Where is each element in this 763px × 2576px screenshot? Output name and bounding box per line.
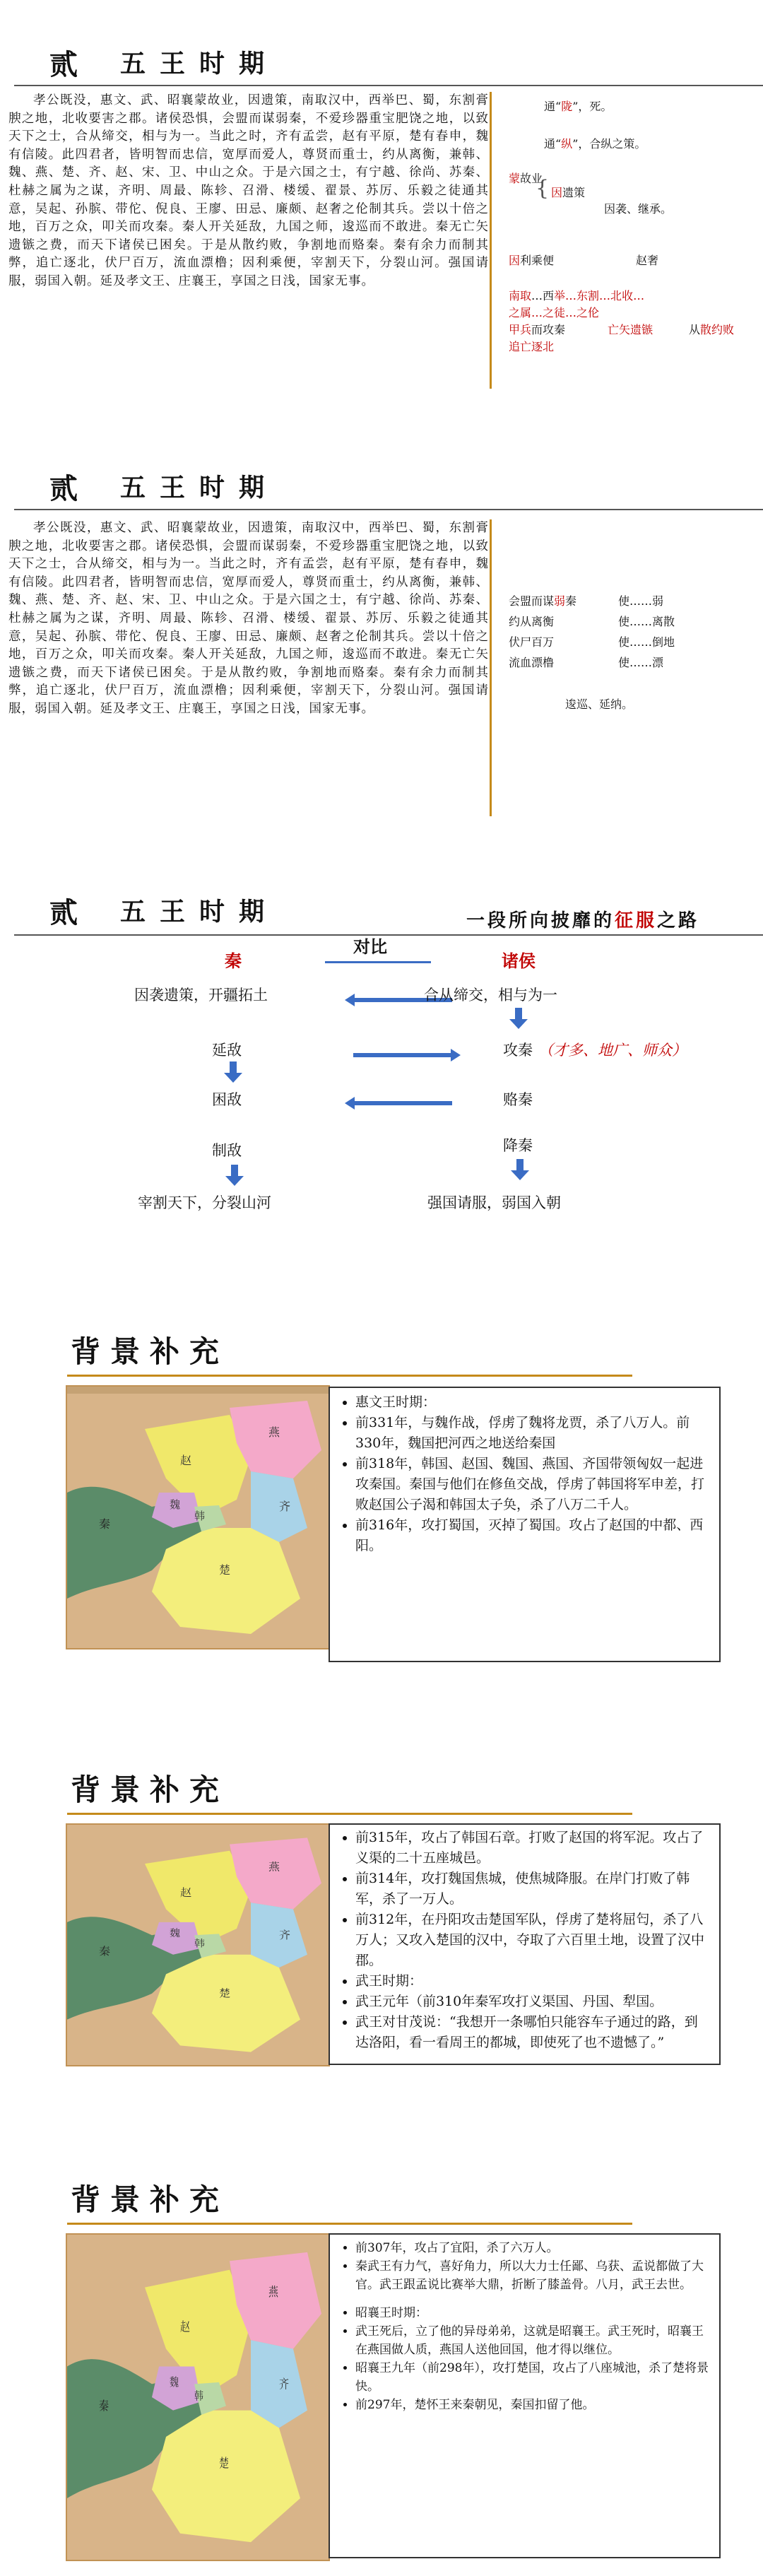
qin-result: 宰割天下，分裂山河 <box>138 1194 271 1211</box>
section-number: 贰 <box>49 896 83 929</box>
note-text: …西 <box>531 289 555 302</box>
note-text: 故业 <box>520 172 543 185</box>
passage-text: 孝公既没，惠文、武、昭襄蒙故业，因遗策，南取汉中，西举巴、蜀，东割膏腴之地，北收要害之郡。诸侯恐惧，会盟而谋弱秦，不爱珍器重宝肥饶之地，以致天下之士，合从缔交，相与为一。当此之时，齐有孟尝，赵有平原，楚有春申，魏有信陵。此四君者，皆明智而忠信，宽厚而爱人，尊贤而重士，约从离衡，兼韩、魏、燕、楚、齐、赵、宋、卫、中山之众。于是六国之士，有宁越、徐尚、苏秦、杜赫之属为之谋，齐明、周最、陈轸、召滑、楼缓、翟景、苏厉、乐毅之徒通其意，吴起、孙膑、带佗、倪良、王廖、田忌、廉颇、赵奢之伦制其兵。尝以十倍之地，百万之众，叩关而攻秦。秦人开关延敌，九国之师，逡巡而不敢进。秦无亡矢遗镞之费，而天下诸侯已困矣。于是从散约败，争割地而赂秦。秦有余力而制其弊，追亡逐北，伏尸百万，流血漂橹；因利乘便，宰割天下，分裂山河。强国请服，弱国入朝。延及孝文王、庄襄王，享国之日浅，国家无事。 <box>8 93 489 288</box>
slide-3 <box>0 876 763 1244</box>
note-text: 使……离散 <box>618 615 675 628</box>
note-text: 通“ <box>544 100 562 113</box>
map-label-han: 韩 <box>194 1510 206 1522</box>
note-keyword: 弱 <box>554 594 566 608</box>
map-label-qin: 秦 <box>99 1945 111 1958</box>
passage-divider <box>490 519 492 816</box>
background-title: 背景补充 <box>71 1334 230 1369</box>
section-title: 五王时期 <box>120 49 279 78</box>
arrow-down-icon <box>516 1159 524 1172</box>
note-text: 通“ <box>544 137 562 151</box>
qin-step-1: 因袭遗策，开疆拓土 <box>134 987 268 1004</box>
note-text: 而攻秦 <box>531 323 566 336</box>
list-item: • 前312年，在丹阳攻击楚国军队，俘虏了楚将屈匄，杀了八万人；又攻入楚国的汉中，夺取了六百里土地，设置了汉中郡。 <box>355 1910 709 1971</box>
note-keyword: 散约败 <box>700 323 735 336</box>
list-item: • 武王死后，立了他的异母弟弟，这就是昭襄王。武王死时，昭襄王在燕国做人质，燕国人送他回国，他才得以继位。 <box>355 2322 709 2359</box>
arrow-down-icon <box>231 1165 238 1177</box>
qin-heading: 秦 <box>225 951 242 971</box>
background-slide-2 <box>0 1760 763 2092</box>
list-item: • 昭襄王时期： <box>355 2304 709 2322</box>
map-label-yan: 燕 <box>268 1425 280 1439</box>
note-text: 逡巡、延纳。 <box>565 698 634 711</box>
qin-step-4: 制敌 <box>212 1142 242 1159</box>
brace-icon: { <box>536 176 550 201</box>
passage-text: 孝公既没，惠文、武、昭襄蒙故业，因遗策，南取汉中，西举巴、蜀，东割膏腴之地，北收要害之郡。诸侯恐惧，会盟而谋弱秦，不爱珍器重宝肥饶之地，以致天下之士，合从缔交，相与为一。当此之时，齐有孟尝，赵有平原，楚有春申，魏有信陵。此四君者，皆明智而忠信，宽厚而爱人，尊贤而重士，约从离衡，兼韩、魏、燕、楚、齐、赵、宋、卫、中山之众。于是六国之士，有宁越、徐尚、苏秦、杜赫之属为之谋，齐明、周最、陈轸、召滑、楼缓、翟景、苏厉、乐毅之徒通其意，吴起、孙膑、带佗、倪良、王廖、田忌、廉颇、赵奢之伦制其兵。尝以十倍之地，百万之众，叩关而攻秦。秦人开关延敌，九国之师，逡巡而不敢进。秦无亡矢遗镞之费，而天下诸侯已困矣。于是从散约败，争割地而赂秦。秦有余力而制其弊，追亡逐北，伏尸百万，流血漂橹；因利乘便，宰割天下，分裂山河。强国请服，弱国入朝。延及孝文王、庄襄王，享国之日浅，国家无事。 <box>8 521 489 716</box>
map-label-qin: 秦 <box>99 1517 111 1531</box>
warring-states-map <box>66 1385 330 1649</box>
annotation-notes <box>509 28 763 424</box>
map-label-chu: 楚 <box>219 1987 231 2000</box>
map-label-han: 韩 <box>194 2389 204 2404</box>
list-spacer <box>355 2294 709 2304</box>
note-text: ”，死。 <box>572 100 613 113</box>
list-item: • 前314年，攻打魏国焦城，使焦城降服。在岸门打败了韩军，杀了一万人。 <box>355 1869 709 1910</box>
map-label-qi: 齐 <box>279 1500 291 1513</box>
arrow-down-icon <box>230 1061 237 1074</box>
section-number: 贰 <box>49 48 83 81</box>
note-keyword: 因 <box>509 254 521 267</box>
states-step-1: 合从缔交，相与为一 <box>424 987 557 1004</box>
qin-step-3: 困敌 <box>212 1091 242 1108</box>
arrow-left-icon <box>353 1101 452 1105</box>
section-subtitle: 一段所向披靡的征服之路 <box>466 910 700 931</box>
background-title: 背景补充 <box>71 1772 230 1807</box>
note-keyword: 因 <box>551 186 563 199</box>
note-keyword: 收… <box>622 289 645 302</box>
note-keyword: 亡矢遗镞 <box>608 323 653 336</box>
background-slide-3 <box>0 2170 763 2565</box>
map-label-han: 韩 <box>194 1939 206 1950</box>
background-list <box>330 1828 719 2053</box>
note-keyword: 之属…之徒…之伦 <box>509 306 600 319</box>
compare-label: 对比 <box>353 936 387 957</box>
note-keyword: 陇 <box>561 100 573 113</box>
list-item: • 前318年，韩国、赵国、魏国、燕国、齐国带领匈奴一起进攻秦国。秦国与他们在修鱼交战，俘虏了韩国将军申差，打败赵国公子渴和韩国太子奂，杀了八万二千人。 <box>355 1454 709 1515</box>
note-keyword: 纵 <box>561 137 573 151</box>
background-notes <box>329 1387 721 1662</box>
qin-step-2: 延敌 <box>212 1042 242 1059</box>
map-label-yan: 燕 <box>268 2284 278 2300</box>
map-label-qi: 齐 <box>278 2377 289 2392</box>
section-title: 五王时期 <box>120 473 279 502</box>
note-keyword: 追亡逐北 <box>509 340 555 353</box>
arrow-right-icon <box>353 1053 452 1057</box>
background-slide-1 <box>0 1315 763 1696</box>
background-notes <box>329 2233 721 2558</box>
map-label-chu: 楚 <box>219 1563 231 1577</box>
warring-states-map <box>66 1823 330 2066</box>
list-item: • 武王对甘茂说：“我想开一条哪怕只能容车子通过的路，到达洛阳，看一看周王的都城，即使死了也不遗憾了。” <box>355 2012 709 2053</box>
states-heading: 诸侯 <box>502 951 536 971</box>
section-title: 五王时期 <box>120 897 279 927</box>
map-label-zhao: 赵 <box>180 1886 192 1899</box>
note-text: ”，合纵之策。 <box>572 137 646 151</box>
note-keyword: 割…北 <box>588 289 622 302</box>
list-item: • 昭襄王九年（前298年），攻打楚国，攻占了八座城池，杀了楚将景快。 <box>355 2359 709 2396</box>
note-text: 赵奢 <box>636 254 659 267</box>
list-item: • 前297年，楚怀王来秦朝见，秦国扣留了他。 <box>355 2396 709 2414</box>
note-text: 遗策 <box>562 186 586 199</box>
map-label-zhao: 赵 <box>180 1454 192 1467</box>
list-item: • 武王元年（前310年秦军攻打义渠国、丹国、犁国。 <box>355 1992 709 2012</box>
states-step-2-note: （才多、地广、师众） <box>538 1042 687 1059</box>
note-text: 因袭、继承。 <box>604 202 673 216</box>
map-label-wei: 魏 <box>170 2375 179 2389</box>
note-keyword: 蒙 <box>509 172 521 185</box>
background-title: 背景补充 <box>71 2182 230 2217</box>
map-label-zhao: 赵 <box>180 2319 190 2335</box>
note-text: 使……弱 <box>618 594 664 608</box>
map-label-yan: 燕 <box>268 1860 280 1874</box>
slide-2 <box>0 452 763 848</box>
list-item: • 秦武王有力气，喜好角力，所以大力士任鄙、乌获、孟说都做了大官。武王跟孟说比赛举大鼎，折断了膝盖骨。八月，武王去世。 <box>355 2257 709 2294</box>
compare-underline <box>325 961 431 963</box>
states-step-3: 赂秦 <box>503 1091 533 1108</box>
background-list <box>330 2239 719 2414</box>
note-text: 会盟而谋 <box>509 594 555 608</box>
states-result: 强国请服，弱国入朝 <box>427 1194 561 1211</box>
background-title-rule <box>67 1375 632 1377</box>
note-text: 秦 <box>565 594 577 608</box>
passage-divider <box>490 92 492 389</box>
list-item: • 前315年，攻占了韩国石章。打败了赵国的将军泥。攻占了义渠的二十五座城邑。 <box>355 1828 709 1869</box>
background-title-rule <box>67 2223 632 2225</box>
usage-notes <box>509 452 763 848</box>
background-list <box>330 1392 719 1556</box>
note-keyword: 甲兵 <box>509 323 532 336</box>
list-item: • 惠文王时期： <box>355 1392 709 1413</box>
section-number: 贰 <box>49 472 83 505</box>
note-text: 伏尸百万 <box>509 635 555 649</box>
map-label-wei: 魏 <box>170 1498 181 1511</box>
warring-states-map <box>66 2233 330 2561</box>
states-step-2: 攻秦 （才多、地广、师众） <box>503 1042 687 1059</box>
background-notes <box>329 1823 721 2065</box>
list-item: • 前331年，与魏作战，俘虏了魏将龙贾，杀了八万人。前330年，魏国把河西之地送给秦国 <box>355 1413 709 1454</box>
states-step-4: 降秦 <box>503 1137 533 1154</box>
note-text: 使……漂 <box>618 656 664 669</box>
map-label-qin: 秦 <box>99 2399 109 2414</box>
note-text: 流血漂橹 <box>509 656 555 669</box>
arrow-down-icon <box>515 1008 522 1021</box>
list-item: • 武王时期： <box>355 1971 709 1992</box>
map-label-chu: 楚 <box>219 2455 229 2471</box>
slide-3-header <box>0 876 763 940</box>
note-keyword: 南取 <box>509 289 532 302</box>
note-text: 利乘便 <box>520 254 555 267</box>
map-label-qi: 齐 <box>279 1929 291 1941</box>
note-text: 使……倒地 <box>618 635 675 649</box>
map-label-wei: 魏 <box>170 1928 181 1939</box>
note-text: 从 <box>689 323 701 336</box>
header-rule <box>14 934 763 936</box>
list-item: • 前307年，攻占了宜阳，杀了六万人。 <box>355 2239 709 2257</box>
background-title-rule <box>67 1813 632 1815</box>
list-item: • 前316年，攻打蜀国，灭掉了蜀国。攻占了赵国的中都、西阳。 <box>355 1515 709 1556</box>
slide-1 <box>0 28 763 424</box>
note-keyword: 举…东 <box>554 289 588 302</box>
note-text: 约从离衡 <box>509 615 555 628</box>
